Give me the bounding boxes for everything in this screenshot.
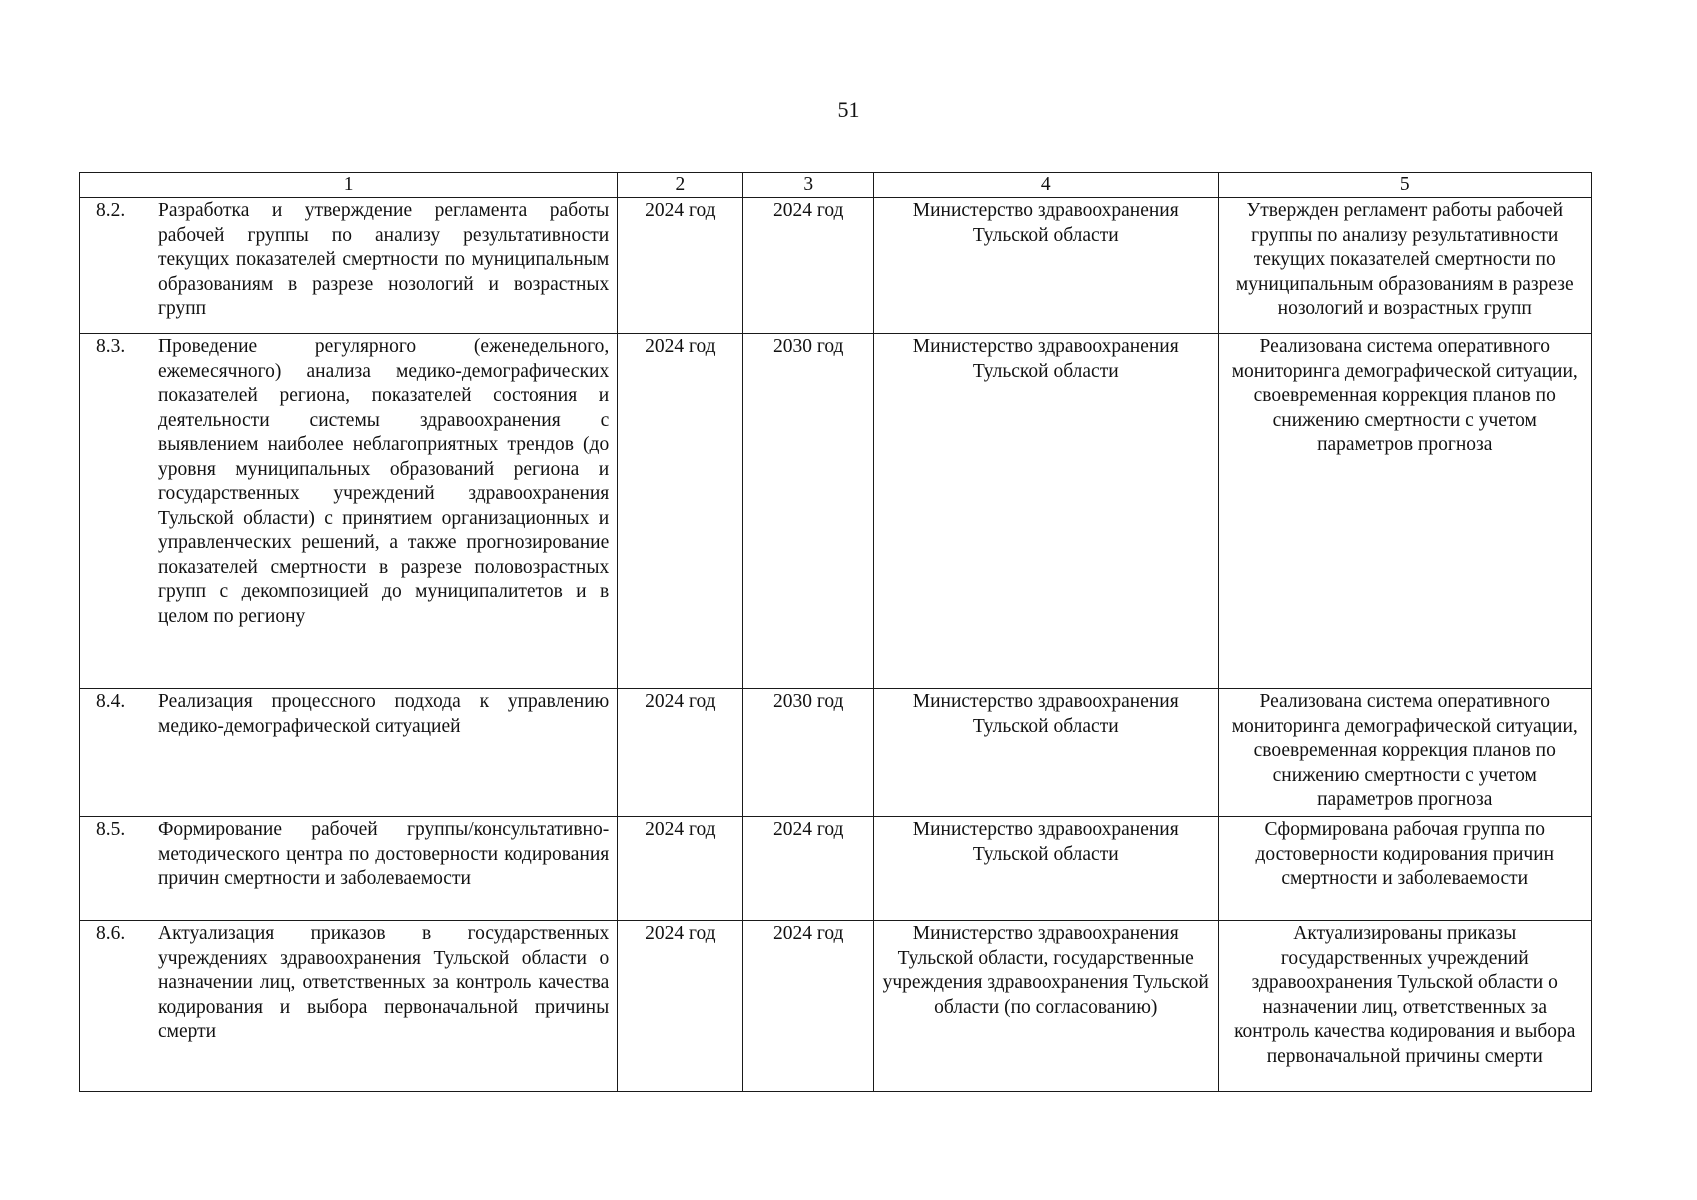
header-cell-4: 4 xyxy=(873,173,1218,198)
table-row xyxy=(80,198,1592,334)
responsible: Министерство здравоохранения Тульской области xyxy=(873,689,1218,817)
action-plan-table xyxy=(79,172,1592,1092)
header-cell-1: 1 xyxy=(80,173,618,198)
end-year: 2030 год xyxy=(743,334,874,689)
item-number: 8.4. xyxy=(96,691,126,712)
end-year: 2024 год xyxy=(743,921,874,1092)
expected-result: Сформирована рабочая группа по достоверности кодирования причин смертности и заболеваемости xyxy=(1218,817,1591,921)
table-row xyxy=(80,817,1592,921)
item-number: 8.3. xyxy=(96,336,126,357)
expected-result: Утвержден регламент работы рабочей группы по анализу результативности текущих показателей смертности по муниципальным образованиям в разрезе нозологий и возрастных групп xyxy=(1218,198,1591,334)
expected-result: Реализована система оперативного мониторинга демографической ситуации, своевременная коррекция планов по снижению смертности с учетом параметров прогноза xyxy=(1218,689,1591,817)
table-row xyxy=(80,334,1592,689)
item-number: 8.2. xyxy=(96,200,126,221)
start-year: 2024 год xyxy=(618,198,743,334)
responsible: Министерство здравоохранения Тульской области xyxy=(873,198,1218,334)
page-number: 51 xyxy=(837,97,860,122)
activity-text: Реализация процессного подхода к управлению медико-демографической ситуацией xyxy=(158,691,610,737)
item-number: 8.5. xyxy=(96,819,126,840)
start-year: 2024 год xyxy=(618,817,743,921)
expected-result: Актуализированы приказы государственных учреждений здравоохранения Тульской области о назначении лиц, ответственных за контроль качества кодирования и выбора первоначальной причины смерти xyxy=(1218,921,1591,1092)
activity-cell xyxy=(80,689,618,817)
activity-text: Актуализация приказов в государственных учреждениях здравоохранения Тульской области о назначении лиц, ответственных за контроль качества кодирования и выбора первоначальной причины смерти xyxy=(158,923,610,1042)
end-year: 2030 год xyxy=(743,689,874,817)
item-number: 8.6. xyxy=(96,923,126,944)
activity-text: Разработка и утверждение регламента работы рабочей группы по анализу результативности текущих показателей смертности по муниципальным образованиям в разрезе нозологий и возрастных групп xyxy=(158,200,610,319)
header-cell-2: 2 xyxy=(618,173,743,198)
start-year: 2024 год xyxy=(618,334,743,689)
responsible: Министерство здравоохранения Тульской области xyxy=(873,817,1218,921)
header-row xyxy=(80,173,1592,198)
table-row xyxy=(80,921,1592,1092)
start-year: 2024 год xyxy=(618,921,743,1092)
activity-cell xyxy=(80,817,618,921)
header-cell-3: 3 xyxy=(743,173,874,198)
activity-cell xyxy=(80,198,618,334)
activity-text: Проведение регулярного (еженедельного, ежемесячного) анализа медико-демографических показателей региона, показателей состояния и деятельности системы здравоохранения с выявлением наиболее неблагоприятных трендов (до уровня муниципальных образований региона и государственных учреждений здравоохранения Тульской области) с принятием организационных и управленческих решений, а также прогнозирование показателей смертности в разрезе половозрастных групп с декомпозицией до муниципалитетов и в целом по региону xyxy=(158,336,610,627)
activity-cell xyxy=(80,334,618,689)
responsible: Министерство здравоохранения Тульской области xyxy=(873,334,1218,689)
expected-result: Реализована система оперативного мониторинга демографической ситуации, своевременная коррекция планов по снижению смертности с учетом параметров прогноза xyxy=(1218,334,1591,689)
header-cell-5: 5 xyxy=(1218,173,1591,198)
start-year: 2024 год xyxy=(618,689,743,817)
responsible: Министерство здравоохранения Тульской области, государственные учреждения здравоохранения Тульской области (по согласованию) xyxy=(873,921,1218,1092)
activity-cell xyxy=(80,921,618,1092)
table-row xyxy=(80,689,1592,817)
end-year: 2024 год xyxy=(743,198,874,334)
activity-text: Формирование рабочей группы/консультативно-методического центра по достоверности кодирования причин смертности и заболеваемости xyxy=(158,819,610,889)
end-year: 2024 год xyxy=(743,817,874,921)
